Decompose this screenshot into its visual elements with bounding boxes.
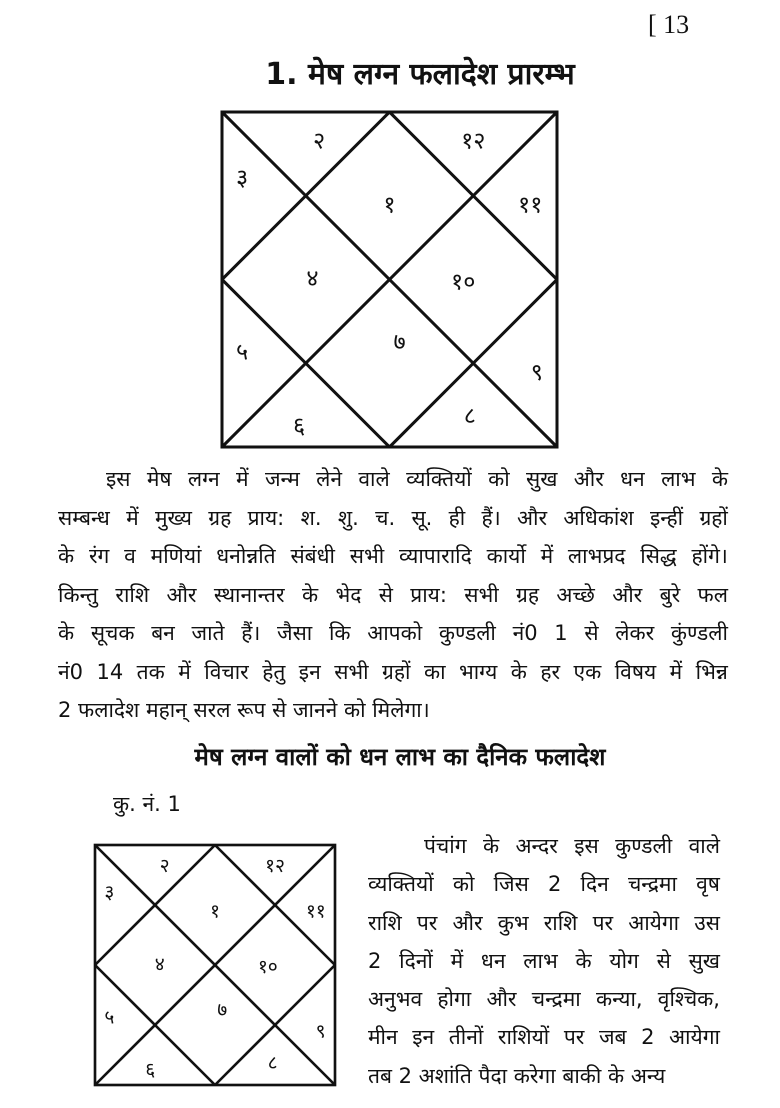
word: सभी: [349, 544, 385, 568]
section-heading: मेष लग्न वालों को धन लाभ का दैनिक फलादेश: [194, 743, 606, 771]
word: को: [488, 467, 510, 491]
word: लेकर: [615, 621, 655, 645]
word: नं0: [58, 659, 84, 684]
word: ग्रहों: [382, 659, 411, 684]
word: हैं।: [481, 505, 501, 530]
house-number-12: १२: [461, 126, 486, 155]
word: इस: [106, 467, 131, 491]
word: ग्रह: [516, 582, 539, 607]
text-line: तब 2 अशांति पैदा करेगा बाकी के अन्य: [368, 1063, 666, 1088]
word: भाग्य: [458, 659, 498, 684]
word: वाले: [688, 834, 720, 858]
house-number-7: ७: [393, 327, 406, 356]
word: का: [423, 659, 446, 684]
word: मणियां: [150, 544, 202, 568]
word: और: [516, 505, 548, 530]
word: रंग: [88, 544, 110, 568]
word: प्राय:: [410, 582, 447, 607]
word: व्यक्तियों: [406, 467, 472, 491]
word: तक: [136, 659, 165, 684]
word: सम्बन्ध: [58, 505, 110, 530]
word: पर: [592, 910, 614, 935]
kundali-number-label: कु. नं. 1: [113, 792, 181, 816]
word: सिद्ध: [640, 544, 677, 568]
word: के: [575, 948, 592, 973]
word: सुख: [526, 467, 558, 491]
house-number-12: १२: [265, 854, 285, 878]
word: के: [711, 467, 728, 491]
word: से: [656, 948, 671, 973]
word: हेतु: [262, 659, 286, 684]
word: तीनों: [448, 1025, 484, 1050]
house-number-10: १०: [257, 954, 278, 978]
word: में: [236, 467, 249, 491]
house-number-7: ७: [217, 998, 228, 1022]
word: लाभप्रद: [567, 544, 626, 568]
text-line: [58, 537, 728, 576]
word: श.: [300, 505, 322, 530]
word: राशि: [543, 910, 578, 935]
word: में: [450, 948, 464, 973]
word: राशियों: [497, 1025, 550, 1050]
text-line: [368, 942, 720, 980]
word: आपको: [367, 621, 423, 645]
word: को: [452, 872, 475, 897]
word: मुख्य: [154, 505, 192, 530]
word: योग: [609, 948, 639, 973]
kundali-chart-1: [95, 845, 335, 1085]
word: और: [452, 910, 483, 935]
word: दिन: [580, 872, 609, 897]
word: बुरे: [659, 582, 681, 607]
word: में: [178, 659, 191, 684]
word: बन: [151, 621, 175, 645]
word: कि: [328, 621, 351, 645]
word: से: [584, 621, 599, 645]
text-line: [58, 460, 728, 499]
word: आयेगा: [628, 910, 680, 935]
word: शु.: [337, 505, 359, 530]
daily-prediction-paragraph: [368, 827, 720, 1095]
word: में: [540, 544, 554, 568]
word: और: [486, 987, 517, 1012]
word: धन: [480, 948, 506, 973]
word: जिस: [493, 872, 529, 897]
word: एक: [573, 659, 602, 684]
word: 1: [554, 621, 568, 645]
house-number-8: ८: [463, 401, 476, 430]
word: के: [58, 621, 75, 645]
word: हर: [540, 659, 561, 684]
text-line: [368, 1018, 720, 1056]
word: मेष: [146, 467, 172, 491]
word: के: [301, 582, 319, 607]
house-number-3: ३: [104, 880, 115, 904]
word: और: [166, 582, 197, 607]
word: कन्या,: [595, 987, 643, 1012]
house-number-10: १०: [451, 267, 476, 296]
word: इन: [298, 659, 321, 684]
word: इस: [574, 834, 599, 858]
word: व: [124, 544, 136, 568]
word: हैं।: [241, 621, 261, 645]
word: पंचांग: [424, 834, 467, 858]
text-line: [58, 576, 728, 615]
text-line: [368, 980, 720, 1018]
word: च.: [375, 505, 396, 530]
house-number-1: १: [383, 190, 396, 219]
house-number-2: २: [159, 854, 170, 878]
word: वृश्चिक,: [657, 987, 720, 1012]
word: स्थानान्तर: [213, 582, 285, 607]
word: राशि: [115, 582, 150, 607]
word: विचार: [204, 659, 249, 684]
word: राशि: [368, 910, 402, 935]
word: इन: [412, 1025, 435, 1050]
text-line: [368, 865, 720, 903]
word: जैसा: [277, 621, 313, 645]
word: कुण्डली: [615, 834, 673, 858]
word: उस: [694, 910, 720, 935]
kundali-chart-main: [222, 112, 557, 447]
word: अनुभव: [368, 987, 423, 1012]
word: भिन्न: [695, 659, 728, 684]
word: दिनों: [399, 948, 433, 973]
word: धन: [620, 467, 645, 491]
house-number-6: ६: [145, 1058, 156, 1082]
house-number-11: ११: [305, 899, 326, 923]
text-line: [58, 499, 728, 538]
word: नं0: [512, 621, 538, 645]
word: से: [378, 582, 393, 607]
word: होगा: [437, 987, 472, 1012]
word: सूचक: [90, 621, 135, 645]
word: कार्यो: [486, 544, 526, 568]
word: लेने: [316, 467, 343, 491]
word: धनोन्नति: [216, 544, 276, 568]
word: लाभ: [523, 948, 558, 973]
word: भेद: [335, 582, 362, 607]
word: और: [573, 467, 604, 491]
word: में: [669, 659, 683, 684]
word: पर: [416, 910, 438, 935]
house-number-4: ४: [154, 952, 165, 976]
word: सू.: [411, 505, 433, 530]
text-line: [58, 653, 728, 692]
chapter-title: 1. मेष लग्न फलादेश प्रारम्भ: [265, 57, 575, 92]
word: होंगे।: [691, 544, 728, 568]
text-line: [368, 904, 720, 942]
house-number-4: ४: [306, 264, 319, 292]
word: सभी: [334, 659, 369, 684]
word: व्यापारादि: [398, 544, 472, 568]
word: ही: [448, 505, 466, 530]
word: फल: [697, 582, 728, 607]
word: जाते: [191, 621, 225, 645]
word: मीन: [368, 1025, 398, 1050]
text-line: [368, 827, 720, 865]
word: 14: [96, 659, 124, 684]
text-line: 2 फलादेश महान् सरल रूप से जानने को मिलेगा।: [58, 698, 430, 722]
word: कुभ: [497, 910, 529, 935]
word: किन्तु: [58, 582, 99, 607]
word: इन्हीं: [649, 505, 684, 530]
house-number-11: ११: [518, 190, 543, 219]
word: आयेगा: [669, 1025, 720, 1050]
word: पर: [563, 1025, 585, 1050]
word: चन्द्रमा: [627, 872, 677, 897]
word: ग्रहों: [699, 505, 728, 530]
word: और: [612, 582, 643, 607]
word: कुंण्डली: [670, 621, 728, 645]
word: 2: [368, 948, 382, 973]
word: जब: [598, 1025, 627, 1050]
intro-paragraph: [58, 460, 728, 730]
word: प्राय:: [247, 505, 285, 530]
house-number-2: २: [313, 126, 326, 155]
house-number-3: ३: [236, 163, 249, 192]
word: कुण्डली: [438, 621, 496, 645]
word: में: [126, 505, 139, 530]
word: अधिकांश: [563, 505, 634, 530]
word: 2: [641, 1025, 655, 1050]
house-number-8: ८: [267, 1050, 278, 1074]
house-number-5: ५: [104, 1005, 115, 1029]
house-number-9: ९: [315, 1019, 326, 1043]
house-number-9: ९: [530, 357, 543, 386]
word: ग्रह: [208, 505, 232, 530]
word: सुख: [688, 948, 720, 973]
word: अच्छे: [556, 582, 595, 607]
word: वाले: [358, 467, 390, 491]
word: सभी: [464, 582, 499, 607]
text-line: [58, 614, 728, 653]
house-number-6: ६: [292, 411, 306, 440]
word: विषय: [614, 659, 657, 684]
house-number-1: १: [210, 899, 220, 923]
house-number-5: ५: [236, 337, 249, 366]
word: लग्न: [187, 467, 220, 491]
word: वृष: [696, 872, 720, 897]
word: के: [58, 544, 75, 568]
word: के: [482, 834, 500, 858]
word: 2: [547, 872, 562, 897]
word: चन्द्रमा: [531, 987, 581, 1012]
word: संबंधी: [290, 544, 335, 568]
word: लाभ: [661, 467, 696, 491]
word: अन्दर: [515, 834, 558, 858]
word: जन्म: [264, 467, 300, 491]
page-number: [ 13: [648, 10, 690, 39]
word: के: [510, 659, 527, 684]
word: व्यक्तियों: [368, 872, 434, 897]
